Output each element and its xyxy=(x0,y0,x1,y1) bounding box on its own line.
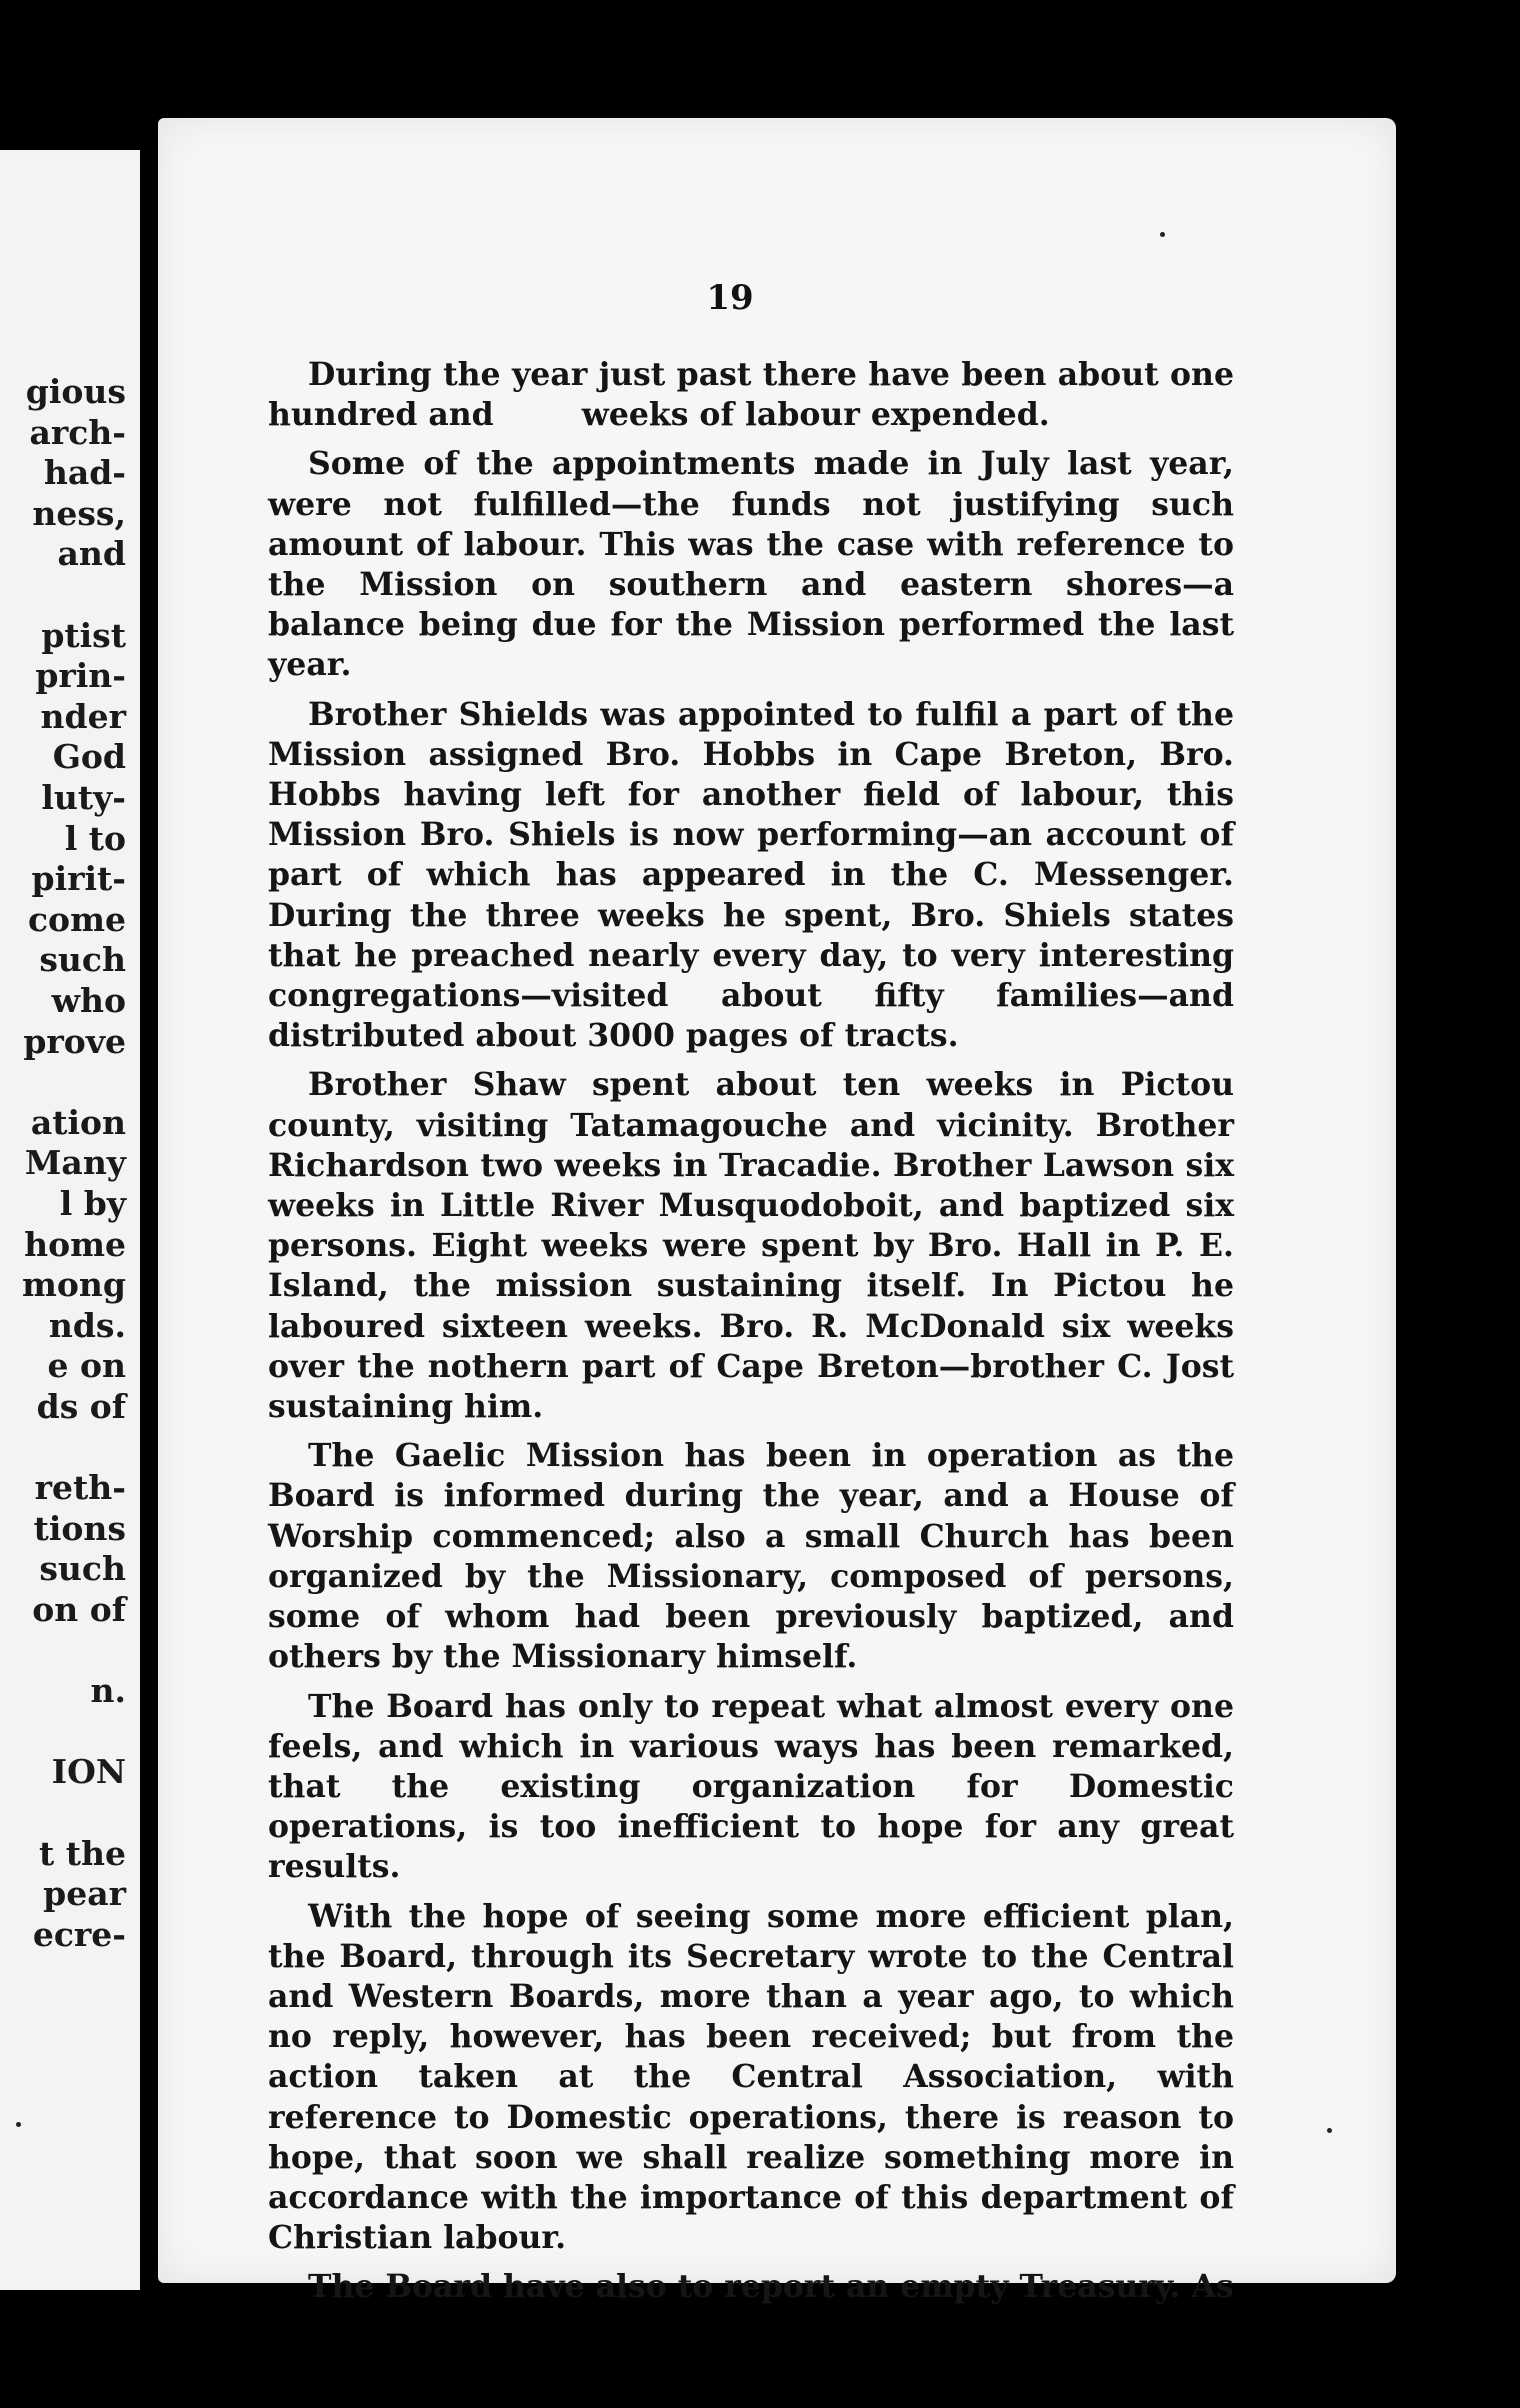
page-body-text xyxy=(268,355,1234,2308)
paragraph-board-repeat: The Board has only to repeat what almost every one feels, and which in various ways has been remarked, that the existing organization for Domestic operations, is too inefficient to hope for any great results. xyxy=(268,1687,1234,1886)
left-page-line: such xyxy=(39,940,126,980)
left-page-line: ptist xyxy=(41,615,126,655)
page-gutter xyxy=(140,120,160,2330)
left-facing-page xyxy=(0,150,140,2290)
left-page-line: ION xyxy=(51,1752,126,1792)
paragraph-gaelic-mission: The Gaelic Mission has been in operation as the Board is informed during the year, and a House of Worship commenced; also a small Church has been organized by the Missionary, composed of persons, some of whom had been previously baptized, and others by the Missionary himself. xyxy=(268,1437,1234,1676)
left-page-line: who xyxy=(51,981,126,1020)
paragraph-efficient-plan: With the hope of seeing some more efficient plan, the Board, through its Secretary wrote to the Central and Western Boards, more than a year ago, to which no reply, however, has been received; but from the action taken at the Central Association, with reference to Domestic operations, there is reason to hope, that soon we shall realize something more in accordance with the importance of this department of Christian labour. xyxy=(268,1897,1234,2257)
paragraph-appointments: Some of the appointments made in July last year, were not fulfilled—the funds not justifying such amount of labour. This was the case with reference to the Mission on southern and eastern shores—a balance being due for the Mission performed the last year. xyxy=(268,445,1234,684)
scan-speck xyxy=(1327,2128,1332,2133)
paragraph-text-before-gap: During the year just past there have been about one hundred and xyxy=(268,356,1234,434)
left-page-line: ecre- xyxy=(32,1914,126,1954)
left-page-line: had- xyxy=(43,453,126,493)
left-page-line: n. xyxy=(90,1671,126,1711)
left-page-line: arch- xyxy=(29,412,126,452)
left-page-line: luty- xyxy=(41,778,126,817)
paragraph-brother-shaw: Brother Shaw spent about ten weeks in Pictou county, visiting Tatamagouche and vicinity. Brother Richardson two weeks in Tracadie. Brother Lawson six weeks in Little River Musquodoboit, and baptized six persons. Eight weeks were spent by Bro. Hall in P. E. Island, the mission sustaining itself. In Pictou he laboured sixteen weeks. Bro. R. McDonald six weeks over the nothern part of Cape Breton—brother C. Jost sustaining him. xyxy=(268,1066,1234,1426)
left-page-line: l by xyxy=(59,1184,126,1223)
left-page-line: such xyxy=(39,1549,126,1589)
left-page-line: t the xyxy=(39,1833,126,1873)
left-page-line: mong xyxy=(22,1265,126,1305)
paragraph-text-after-gap: weeks of labour expended. xyxy=(581,396,1050,434)
left-page-line: gious xyxy=(25,372,126,411)
left-page-line: pear xyxy=(43,1874,126,1914)
scan-speck xyxy=(16,2122,21,2127)
left-page-line: tions xyxy=(33,1508,126,1548)
left-page-line: Many xyxy=(24,1143,126,1183)
left-page-line: e on xyxy=(47,1346,126,1386)
left-page-line: and xyxy=(57,534,126,574)
left-page-line: pirit- xyxy=(31,859,126,899)
left-page-line: God xyxy=(52,737,126,777)
paragraph-empty-treasury: The Board have also to report an empty Treasury. As xyxy=(308,2268,1234,2306)
left-page-line: ds of xyxy=(36,1387,126,1426)
left-page-line: ation xyxy=(30,1102,126,1142)
scan-speck xyxy=(1160,232,1165,237)
paragraph-brother-shields: Brother Shields was appointed to fulfil a part of the Mission assigned Bro. Hobbs in Cape Breton, Bro. Hobbs having left for another field of labour, this Mission Bro. Shiels is now performing—an account of part of which has appeared in the C. Messenger. During the three weeks he spent, Bro. Shiels states that he preached nearly every day, to very interesting congregations—visited about fifty families—and distributed about 3000 pages of tracts. xyxy=(268,695,1234,1055)
left-page-line: on of xyxy=(32,1590,126,1629)
left-page-line: prin- xyxy=(35,656,126,696)
left-page-line: nder xyxy=(40,696,126,736)
left-page-line: reth- xyxy=(34,1468,126,1508)
paragraph-weeks-of-labour xyxy=(268,355,1234,435)
left-page-line: ness, xyxy=(32,493,126,533)
left-page-line: come xyxy=(27,899,126,939)
left-page-line: l to xyxy=(64,818,126,858)
left-page-line: prove xyxy=(23,1021,126,1061)
left-page-line: nds. xyxy=(48,1305,126,1345)
left-page-line: home xyxy=(24,1224,126,1264)
page-number: 19 xyxy=(706,278,754,318)
